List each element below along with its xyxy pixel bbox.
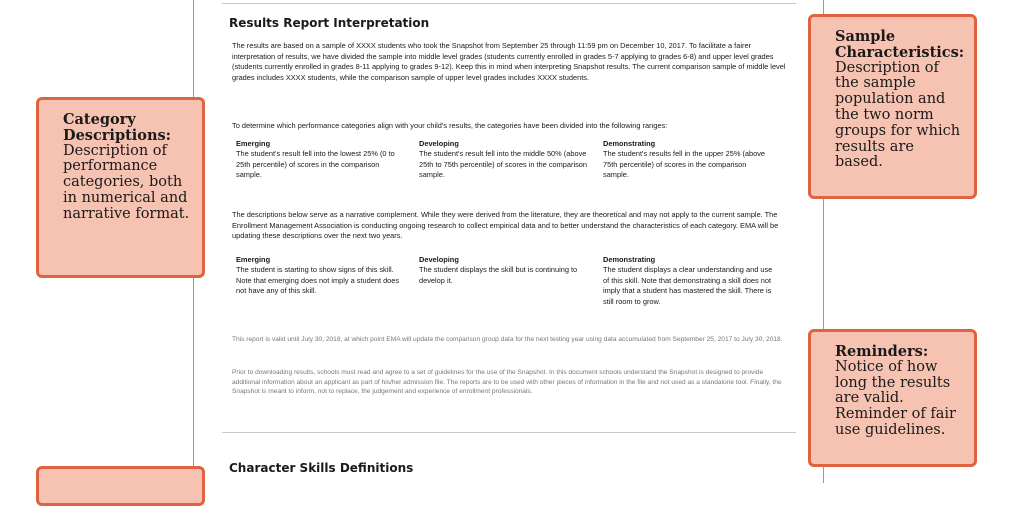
interpretation-title: Results Report Interpretation (229, 16, 430, 30)
range-developing (419, 139, 589, 181)
narrative-emerging (236, 255, 406, 297)
sample-callout-body: Description of the sample population and the two norm groups for which results are based. (835, 59, 961, 171)
partial-callout (36, 466, 205, 506)
range-demonstrating-text: The student's results fell in the upper 25% (above 75th percentile) of scores in the comparison sample. (603, 149, 766, 180)
range-demonstrating-heading: Demonstrating (603, 139, 656, 148)
narrative-developing-text: The student displays the skill but is continuing to develop it. (419, 265, 578, 285)
category-callout-title: Category Descriptions: (63, 111, 172, 144)
narrative-emerging-heading: Emerging (236, 255, 271, 264)
sample-callout (808, 14, 977, 199)
sample-callout-title: Sample Characteristics: (835, 28, 965, 61)
narrative-developing-heading: Developing (419, 255, 459, 264)
narrative-demonstrating-heading: Demonstrating (603, 255, 656, 264)
intro-paragraph: The results are based on a sample of XXXX students who took the Snapshot from September 25 through 11:59 pm on December 10, 2017. To facilitate a fairer interpretation of results, we have divided the sample into middle level grades (students currently enrolled in grades 5-7 applying to grades 6-8) and upper level grades (students currently enrolled in grades 8-11 applying to grades 9-12). Keep this in mind when interpreting Snapshot results. The current comparison sample of middle level grades includes XXXX students, while the comparison sample of upper level grades includes XXXX students. (232, 41, 786, 82)
narrative-developing (419, 255, 589, 286)
range-emerging-text: The student's result fell into the lowest 25% (0 to 25th percentile) of scores in the comparison sample. (236, 149, 395, 180)
range-developing-heading: Developing (419, 139, 459, 148)
validity-notice: This report is valid until July 30, 2018, at which point EMA will update the comparison group data for the next testing year using data accumulated from September 25, 2017 to July 30, 2018. (232, 336, 783, 343)
narrative-demonstrating-text: The student displays a clear understanding and use of this skill. Note that demonstrating a skill does not imply that a student has mastered the skill. There is still room to grow. (603, 265, 773, 306)
narrative-emerging-text: The student is starting to show signs of this skill. Note that emerging does not imply a student does not have any of this skill. (236, 265, 400, 296)
top-divider (222, 3, 796, 4)
reminders-callout-body: Notice of how long the results are valid. Reminder of fair use guidelines. (835, 358, 956, 438)
narrative-demonstrating (603, 255, 773, 307)
category-callout (36, 97, 205, 278)
section-divider (222, 432, 796, 433)
narrative-intro: The descriptions below serve as a narrative complement. While they were derived from the literature, they are theoretical and may not apply to the current sample. The Enrollment Management Association is conducting ongoing research to collect empirical data and to better understand the characteristics of each category. EMA will be updating these descriptions over the next two years. (232, 210, 779, 241)
range-emerging-heading: Emerging (236, 139, 271, 148)
range-developing-text: The student's result fell into the middle 50% (above 25th to 75th percentile) of scores in the comparison sample. (419, 149, 588, 180)
category-callout-body: Description of performance categories, both in numerical and narrative format. (63, 142, 190, 222)
range-emerging (236, 139, 406, 181)
range-demonstrating (603, 139, 773, 181)
reminders-callout (808, 329, 977, 467)
guidelines-notice: Prior to downloading results, schools must read and agree to a set of guidelines for the use of the Snapshot. In this document schools understand the Snapshot is designed to provide additional information about an applicant as part of his/her admission file. The reports are to be used with other pieces of information in the file and not used as a standalone tool. Finally, the Snapshot is meant to inform, not to replace, the judgement and experience of enrollment professionals. (232, 369, 782, 396)
ranges-intro: To determine which performance categories align with your child's results, the categories have been divided into the following ranges: (232, 121, 668, 130)
reminders-callout-title: Reminders: (835, 343, 929, 360)
definitions-title: Character Skills Definitions (229, 461, 414, 475)
